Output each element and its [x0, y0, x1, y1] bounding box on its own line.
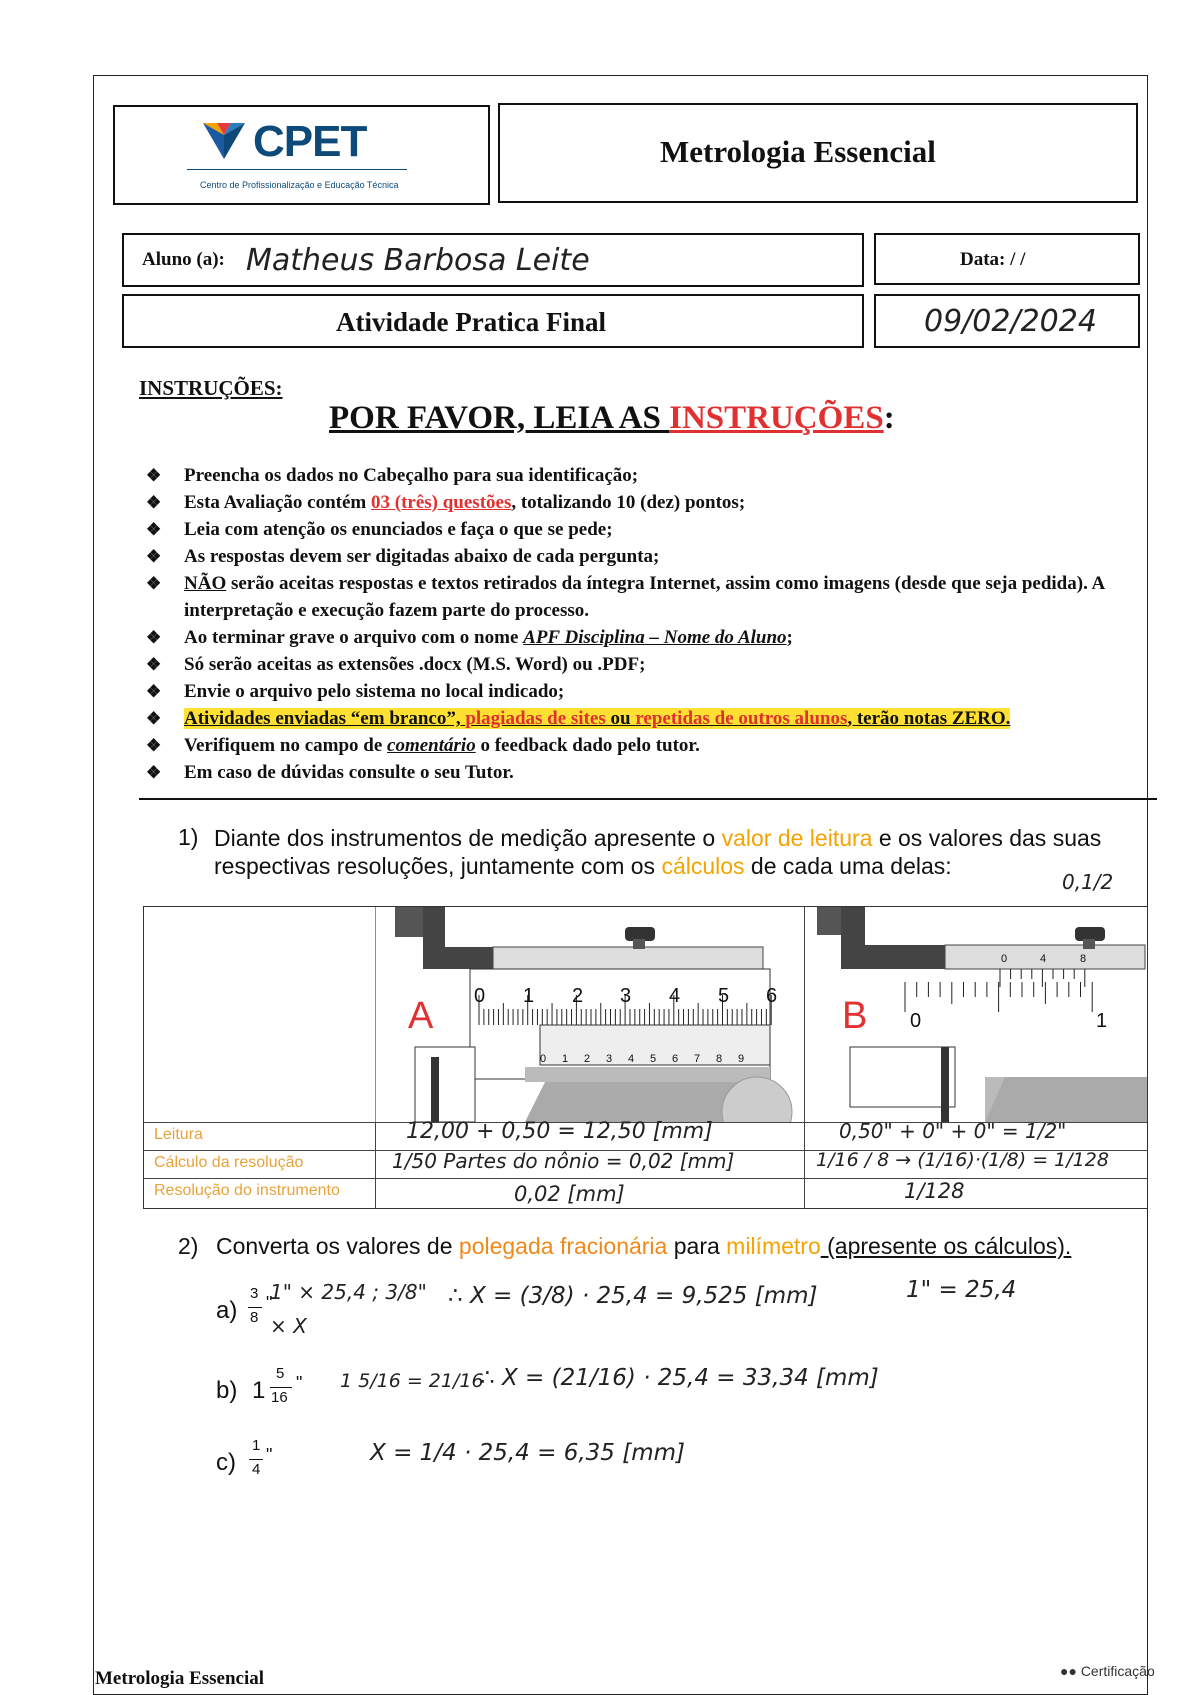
- instruction-item: ❖ Preencha os dados no Cabeçalho para sua identificação;: [146, 462, 1156, 489]
- question-2-text: [216, 1233, 1071, 1260]
- answer-b-calculo: 1/16 / 8 → (1/16)·(1/8) = 1/128: [816, 1149, 1109, 1171]
- q1-text: Diante dos instrumentos de medição apresente o: [214, 825, 722, 851]
- caliper-a-image: [375, 907, 804, 1122]
- vernier-a-number: 2: [584, 1053, 591, 1065]
- fraction-numerator: 1: [252, 1437, 261, 1454]
- row-label-calculo: Cálculo da resolução: [154, 1154, 304, 1171]
- date-value: 09/02/2024: [924, 304, 1097, 339]
- vernier-a-number: 5: [650, 1053, 657, 1065]
- vernier-a-number: 4: [628, 1053, 635, 1065]
- answer-a-resolucao: 0,02 [mm]: [514, 1182, 625, 1206]
- instruction-item: ❖ As respostas devem ser digitadas abaixo de cada pergunta;: [146, 543, 1156, 570]
- item-a-calc: ∴ X = (3/8) · 25,4 = 9,525 [mm]: [448, 1283, 818, 1309]
- fraction-numerator: 5: [276, 1365, 285, 1382]
- scale-a-number: 5: [718, 985, 730, 1007]
- instruction-text: Esta Avaliação contém: [184, 492, 371, 513]
- answer-a-calculo: 1/50 Partes do nônio = 0,02 [mm]: [392, 1149, 735, 1173]
- banner-highlight: INSTRUÇÕES: [669, 400, 884, 436]
- instructions-heading: INSTRUÇÕES:: [139, 376, 283, 400]
- instruction-item: [146, 624, 1156, 651]
- instruction-text: ;: [786, 627, 793, 648]
- banner-suffix: :: [883, 400, 895, 436]
- scale-a-number: 0: [474, 985, 486, 1007]
- measurement-table: [143, 906, 1148, 1209]
- item-label: c): [216, 1449, 236, 1476]
- fraction-denominator: 4: [252, 1461, 261, 1478]
- instruction-text: , terão notas ZERO.: [847, 708, 1011, 729]
- question-1-text: [214, 824, 1114, 880]
- answer-b-resolucao: 1/128: [904, 1179, 965, 1203]
- item-b-work: 1 5/16 = 21/16: [340, 1370, 484, 1392]
- instruction-item: [146, 570, 1156, 624]
- vernier-a-number: 0: [540, 1053, 547, 1065]
- inch-mark: ": [266, 1293, 273, 1313]
- course-title: Metrologia Essencial: [660, 134, 936, 169]
- student-name: Matheus Barbosa Leite: [246, 243, 590, 278]
- instruction-text: , totalizando 10 (dez) pontos;: [511, 492, 746, 513]
- table-row-divider: [144, 1178, 1147, 1179]
- instruction-text: o feedback dado pelo tutor.: [475, 735, 700, 756]
- instruction-emphasis: comentário: [387, 735, 476, 756]
- item-b-calc: ∴ X = (21/16) · 25,4 = 33,34 [mm]: [480, 1365, 879, 1391]
- logo-divider: [187, 169, 407, 170]
- instructions-rule: [139, 798, 1157, 800]
- vernier-b-number: 4: [1040, 953, 1047, 965]
- q1-emphasis: cálculos: [661, 853, 745, 879]
- student-box: [122, 233, 864, 287]
- scale-a-number: 2: [572, 985, 584, 1007]
- q1-margin-note: 0,1/2: [1062, 870, 1114, 894]
- logo-subtitle: Centro de Profissionalização e Educação Técnica: [200, 180, 399, 190]
- vernier-b-number: 0: [1001, 953, 1008, 965]
- scale-b-number: 1: [1096, 1010, 1108, 1032]
- instruction-text: Verifiquem no campo de: [184, 735, 388, 756]
- inch-mark: ": [296, 1373, 303, 1393]
- course-title-box: [498, 103, 1138, 203]
- instruction-highlight: 03 (três) questões: [371, 492, 512, 513]
- item-label: b): [216, 1377, 238, 1404]
- vernier-a-number: 7: [694, 1053, 701, 1065]
- fraction-bar: [249, 1459, 263, 1460]
- vernier-a-number: 1: [562, 1053, 569, 1065]
- instruction-text: serão aceitas respostas e textos retirados da íntegra Internet, assim como imagens (desde que seja pedida). A interpretação e execução fazem parte do processo.: [184, 573, 1105, 621]
- caliper-a-letter: A: [408, 995, 434, 1037]
- item-a-work: 1" × 25,4 ; 3/8" × X: [270, 1280, 427, 1338]
- scale-a-number: 3: [620, 985, 632, 1007]
- q1-text: e os valores das suas respectivas resoluções, juntamente com os: [214, 825, 1102, 879]
- question-1-number: 1): [178, 824, 199, 850]
- q1-text: de cada uma delas:: [744, 853, 952, 879]
- fraction-denominator: 8: [250, 1309, 259, 1326]
- caliper-b-letter: B: [842, 995, 868, 1037]
- footer-badge-label: Certificação: [1080, 1663, 1155, 1679]
- instruction-text: ou: [605, 708, 636, 729]
- footer-title: Metrologia Essencial: [95, 1668, 265, 1689]
- instruction-item: ❖ Só serão aceitas as extensões .docx (M.S. Word) ou .PDF;: [146, 651, 1156, 678]
- vernier-a-number: 9: [738, 1053, 745, 1065]
- row-label-leitura: Leitura: [154, 1126, 203, 1143]
- activity-box: [122, 294, 864, 348]
- row-label-resolucao: Resolução do instrumento: [154, 1182, 340, 1199]
- q1-emphasis: valor de leitura: [721, 825, 873, 851]
- answer-a-leitura: 12,00 + 0,50 = 12,50 [mm]: [406, 1119, 713, 1144]
- fraction-bar: [270, 1387, 292, 1388]
- cpet-diamond-icon: [203, 123, 245, 159]
- vernier-a-number: 3: [606, 1053, 613, 1065]
- instruction-text: Atividades enviadas “em branco”,: [184, 708, 466, 729]
- scale-a-number: 1: [523, 985, 535, 1007]
- question-2-number: 2): [178, 1233, 199, 1259]
- student-label: Aluno (a):: [142, 249, 225, 270]
- answer-b-leitura: 0,50" + 0" + 0" = 1/2": [839, 1119, 1067, 1143]
- instruction-text: Ao terminar grave o arquivo com o nome: [184, 627, 524, 648]
- fraction-bar: [248, 1307, 262, 1308]
- instruction-highlight: plagiadas de sites: [465, 708, 606, 729]
- instruction-item: ❖ Em caso de dúvidas consulte o seu Tutor.: [146, 759, 1156, 786]
- item-c-calc: X = 1/4 · 25,4 = 6,35 [mm]: [370, 1440, 685, 1466]
- people-icon: ●●: [1060, 1663, 1077, 1679]
- fraction-numerator: 3: [250, 1285, 259, 1302]
- q2-emphasis: milímetro: [726, 1233, 821, 1259]
- footer-badge: [1060, 1663, 1155, 1679]
- instruction-warning: [184, 708, 1010, 729]
- instruction-highlight: repetidas de outros alunos: [635, 708, 848, 729]
- logo-box: [113, 105, 490, 205]
- instruction-item: [146, 705, 1156, 732]
- date-value-box: [874, 294, 1140, 348]
- instruction-item: ❖ Leia com atenção os enunciados e faça o que se pede;: [146, 516, 1156, 543]
- side-note: 1" = 25,4: [906, 1277, 1017, 1303]
- scale-a-number: 6: [766, 985, 778, 1007]
- fraction-denominator: 16: [271, 1389, 288, 1406]
- q2-text: para: [667, 1233, 727, 1259]
- inch-mark: ": [266, 1445, 273, 1465]
- activity-title: Atividade Pratica Final: [336, 307, 606, 337]
- instruction-item: ❖ Envie o arquivo pelo sistema no local indicado;: [146, 678, 1156, 705]
- vernier-b-number: 8: [1080, 953, 1087, 965]
- item-label: a): [216, 1297, 238, 1324]
- instruction-filename: APF Disciplina – Nome do Aluno: [523, 627, 787, 648]
- instruction-item: [146, 732, 1156, 759]
- fraction-whole: 1: [252, 1377, 266, 1404]
- q2-text: Converta os valores de: [216, 1233, 459, 1259]
- q2-text: (apresente os cálculos).: [820, 1233, 1072, 1259]
- vernier-a-number: 6: [672, 1053, 679, 1065]
- date-label-box: [874, 233, 1140, 285]
- instructions-list: [146, 462, 1156, 786]
- instruction-item: [146, 489, 1156, 516]
- date-label: Data: / /: [960, 249, 1026, 270]
- q2-emphasis: polegada fracionária: [458, 1233, 668, 1259]
- instruction-emphasis: NÃO: [184, 573, 227, 594]
- vernier-a-number: 8: [716, 1053, 723, 1065]
- banner-prefix: POR FAVOR, LEIA AS: [329, 400, 670, 436]
- logo-text: CPET: [253, 117, 367, 166]
- scale-a-number: 4: [669, 985, 681, 1007]
- instructions-banner: [329, 400, 895, 437]
- scale-b-number: 0: [910, 1010, 922, 1032]
